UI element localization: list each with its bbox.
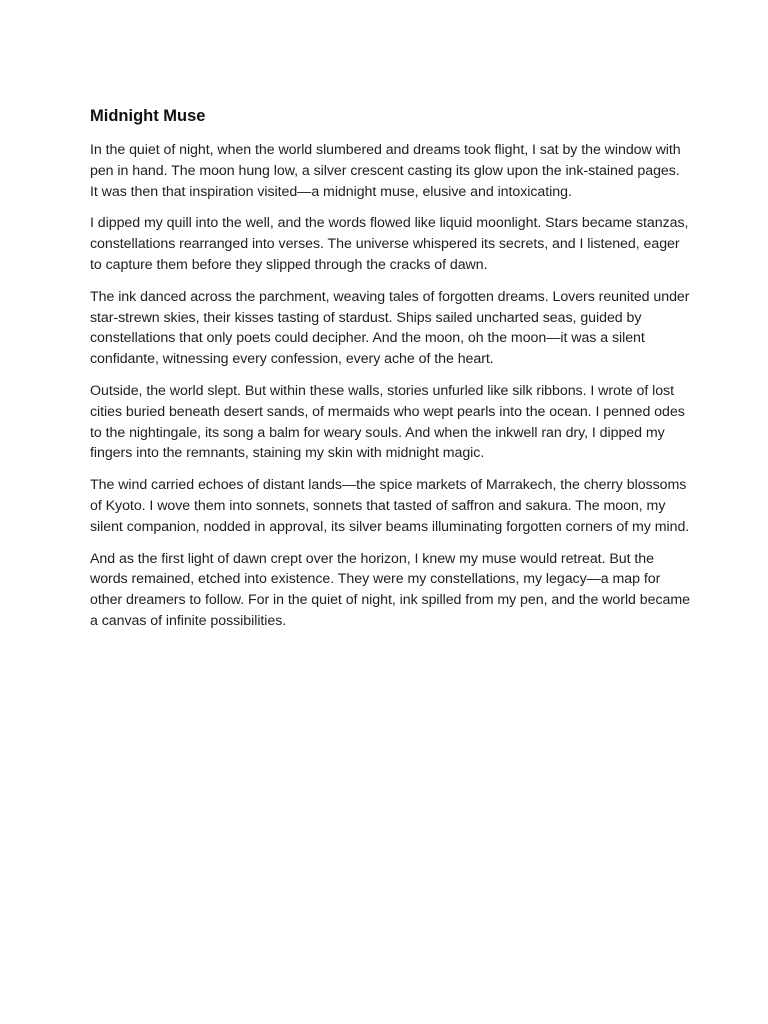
paragraph: The ink danced across the parchment, weaving tales of forgotten dreams. Lovers reunited under star-strewn skies, their kisses tasting of stardust. Ships sailed uncharted seas, guided by constellations that only poets could decipher. And the moon, oh the moon—it was a silent confidante, witnessing every confession, every ache of the heart. xyxy=(90,288,690,368)
paragraph: And as the first light of dawn crept over the horizon, I knew my muse would retreat. But the words remained, etched into existence. They were my constellations, my legacy—a map for other dreamers to follow. For in the quiet of night, ink spilled from my pen, and the world became a canvas of infinite possibilities. xyxy=(90,550,690,629)
paragraph: In the quiet of night, when the world slumbered and dreams took flight, I sat by the window with pen in hand. The moon hung low, a silver crescent casting its glow upon the ink-stained pages. It was then that inspiration visited—a midnight muse, elusive and intoxicating. xyxy=(90,142,681,200)
paragraph: I dipped my quill into the well, and the words flowed like liquid moonlight. Stars became stanzas, constellations rearranged into verses. The universe whispered its secrets, and I listened, eager to capture them before they slipped through the cracks of dawn. xyxy=(90,215,689,273)
document-page xyxy=(90,104,690,643)
paragraph: The wind carried echoes of distant lands—the spice markets of Marrakech, the cherry blossoms of Kyoto. I wove them into sonnets, sonnets that tasted of saffron and sakura. The moon, my silent companion, nodded in approval, its silver beams illuminating forgotten corners of my mind. xyxy=(90,477,690,535)
document-title: Midnight Muse xyxy=(90,107,206,125)
paragraph: Outside, the world slept. But within these walls, stories unfurled like silk ribbons. I wrote of lost cities buried beneath desert sands, of mermaids who wept pearls into the ocean. I penned odes to the nightingale, its song a balm for weary souls. And when the inkwell ran dry, I dipped my fingers into the remnants, staining my skin with midnight magic. xyxy=(90,382,685,462)
